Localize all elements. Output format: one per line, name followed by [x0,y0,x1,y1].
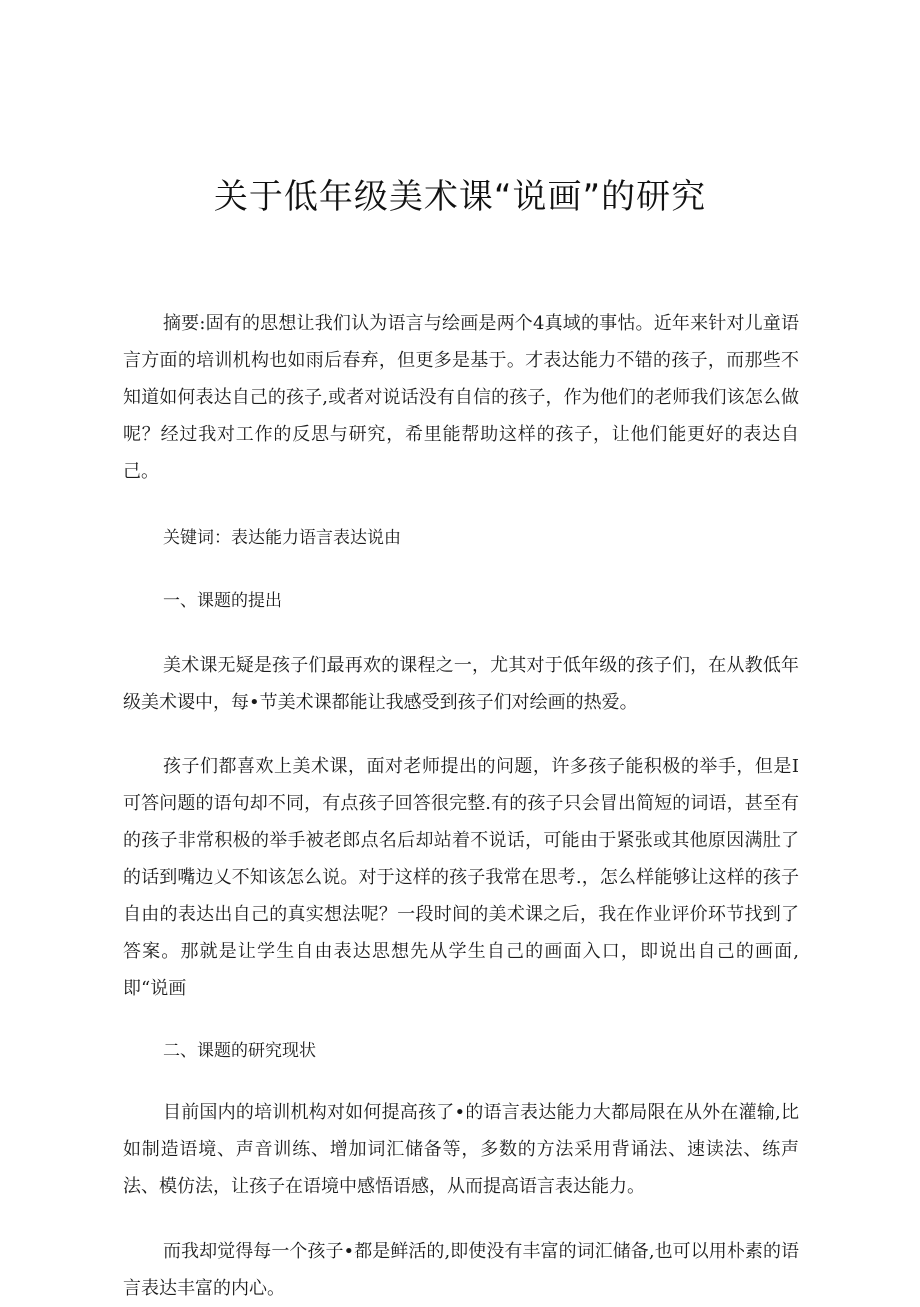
document-body [123,305,799,1307]
section-heading-proposal: 一、课题的提出 [163,591,282,611]
section1-paragraph-2: 孩子们都喜欢上美术课，面对老师提出的问题，许多孩子能积极的举手，但是I可答问题的语句却不同，有点孩子回答很完整.有的孩子只会冒出简短的词语，甚至有的孩子非常积极的举手被老郎点名后却站着不说话，可能由于紧张或其他原因满肚了的话到嘴边乂不知该怎么说。对于这样的孩子我常在思考.，怎么样能够让这样的孩子自由的表达出自己的真实想法呢？一段时间的美术课之后，我在作业评价环节找到了答案。那就是让学生自由表达思想先从学生自己的画面入口，即说出自己的画面,即“说画 [123,756,799,999]
abstract-paragraph: 摘要:固有的思想让我们认为语言与绘画是两个4真域的事怙。近年来针对儿童语言方面的培训机构也如雨后春弃，但更多是基于。才表达能力不错的孩子，而那些不知道如何表达自己的孩子,或者对说话没有自信的孩子，作为他们的老师我们该怎么做呢？经过我对工作的反思与研究，希里能帮助这样的孩子，让他们能更好的表达自己。 [123,313,799,482]
document-title: 关于低年级美术课“说画”的研究 [213,177,707,217]
section2-paragraph-2: 而我却觉得每一个孩子•都是鲜活的,即使没有丰富的词汇储备,也可以用朴素的语言表达丰富的内心。 [123,1241,799,1299]
section2-paragraph-1: 目前国内的培训机构对如何提高孩了•的语言表达能力大都局限在从外在灌输,比如制造语境、声音训练、增加词汇储备等，多数的方法采用背诵法、速读法、练声法、模仿法，让孩子在语境中感悟语感，从而提高语言表达能力。 [123,1102,799,1197]
keywords-line: 关键词：表达能力语言表达说由 [163,528,401,548]
section1-paragraph-1: 美术课无疑是孩子们最再欢的课程之一，尤其对于低年级的孩子们，在从教低年级美术谡中，每•节美术课都能让我感受到孩子们对绘画的热爱。 [123,655,799,713]
section-heading-status: 二、课题的研究现状 [163,1041,316,1061]
